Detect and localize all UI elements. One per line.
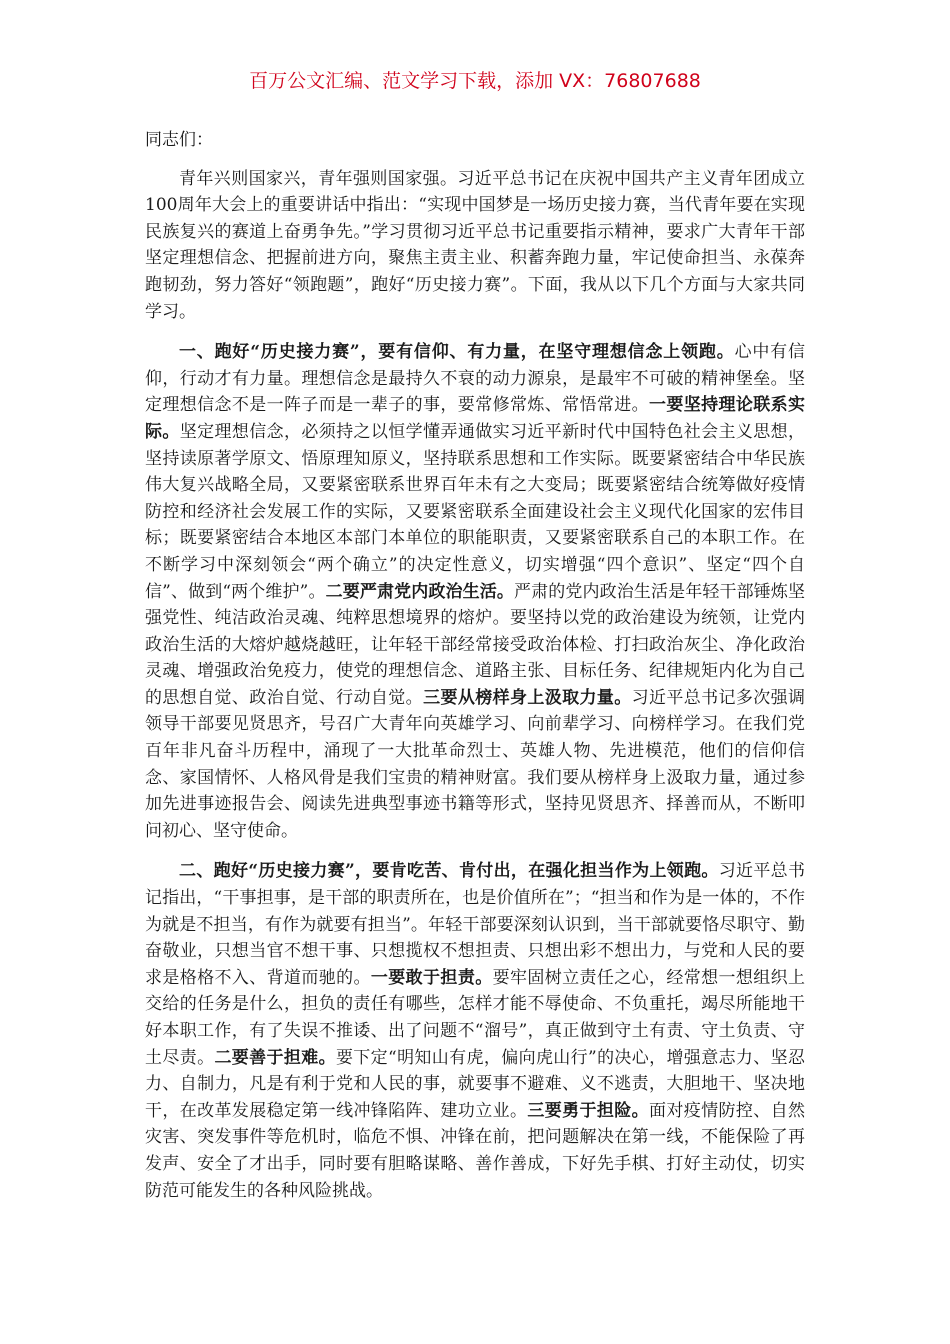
- section-1-text-2: 坚定理想信念，必须持之以恒学懂弄通做实习近平新时代中国特色社会主义思想，坚持读原著学原文、悟原理知原义，坚持联系思想和工作实际。既要紧密结合中华民族伟大复兴战略全局，又要紧密联系世界百年未有之大变局；既要紧密结合统筹做好疫情防控和经济社会发展工作的实际，又要紧密联系全面建设社会主义现代化国家的宏伟目标；既要紧密结合本地区本部门本单位的职能职责，又要紧密联系自己的本职工作。在不断学习中深刻领会“两个确立”的决定性意义，切实增强“四个意识”、坚定“四个自信”、做到“两个维护”。: [145, 421, 806, 602]
- intro-paragraph: 青年兴则国家兴，青年强则国家强。习近平总书记在庆祝中国共产主义青年团成立100周年大会上的重要讲话中指出：“实现中国梦是一场历史接力赛，当代青年要在实现民族复兴的赛道上奋勇争先。”学习贯彻习近平总书记重要指示精神，要求广大青年干部坚定理想信念、把握前进方向，聚焦主责主业、积蓄奔跑力量，牢记使命担当、永葆奔跑韧劲，努力答好“领跑题”，跑好“历史接力赛”。下面，我从以下几个方面与大家共同学习。: [145, 168, 805, 322]
- section-2-text-4: 面对疫情防控、自然灾害、突发事件等危机时，临危不惧、冲锋在前，把问题解决在第一线，不能保险了再发声、安全了才出手，同时要有胆略谋略、善作善成，下好先手棋、打好主动仗，切实防范可能发生的各种风险挑战。: [145, 1100, 806, 1201]
- document-body: [145, 127, 805, 1218]
- section-2-point-3: 三要勇于担险。: [527, 1100, 649, 1121]
- section-2-text-3: 要下定“明知山有虎，偏向虎山行”的决心，增强意志力、坚忍力、自制力，凡是有利于党和人民的事，就要事不避难、义不逃责，大胆地干、坚决地干，在改革发展稳定第一线冲锋陷阵、建功立业。: [145, 1047, 806, 1121]
- section-1-text-4: 习近平总书记多次强调领导干部要见贤思齐，号召广大青年向英雄学习、向前辈学习、向榜样学习。在我们党百年非凡奋斗历程中，涌现了一大批革命烈士、英雄人物、先进模范，他们的信仰信念、家国情怀、人格风骨是我们宝贵的精神财富。我们要从榜样身上汲取力量，通过参加先进事迹报告会、阅读先进典型事迹书籍等形式，坚持见贤思齐、择善而从，不断叩问初心、坚守使命。: [145, 687, 806, 841]
- section-2-heading: 二、跑好“历史接力赛”，要肯吃苦、肯付出，在强化担当作为上领跑。: [179, 861, 719, 882]
- section-1-heading: 一、跑好“历史接力赛”，要有信仰、有力量，在坚守理想信念上领跑。: [179, 342, 735, 363]
- section-1-point-3: 三要从榜样身上汲取力量。: [423, 687, 632, 708]
- section-1-point-1: 一要坚持理论联系实际。: [145, 395, 806, 442]
- section-1-paragraph: [145, 339, 805, 844]
- section-2-text-1: 习近平总书记指出，“干事担事，是干部的职责所在，也是价值所在”；“担当和作为是一体的，不作为就是不担当，有作为就要有担当”。年轻干部要深刻认识到，当干部就要恪尽职守、勤奋敬业，只想当官不想干事、只想揽权不想担责、只想出彩不想出力，与党和人民的要求是格格不入、背道而驰的。: [145, 861, 806, 988]
- section-1-text-1: 心中有信仰，行动才有力量。理想信念是最持久不衰的动力源泉，是最牢不可破的精神堡垒。坚定理想信念不是一阵子而是一辈子的事，要常修常炼、常悟常进。: [145, 342, 805, 416]
- section-2-point-2: 二要善于担难。: [214, 1047, 336, 1068]
- salutation: 同志们：: [145, 130, 213, 150]
- header-banner: 百万公文汇编、范文学习下载，添加 VX：76807688: [249, 70, 701, 92]
- section-2-paragraph: [145, 858, 805, 1204]
- section-1-point-2: 二要严肃党内政治生活。: [325, 581, 514, 602]
- section-1-text-3: 严肃的党内政治生活是年轻干部锤炼坚强党性、纯洁政治灵魂、纯粹思想境界的熔炉。要坚持以党的政治建设为统领，让党内政治生活的大熔炉越烧越旺，让年轻干部经常接受政治体检、打扫政治灰尘、净化政治灵魂、增强政治免疫力，使党的理想信念、道路主张、目标任务、纪律规矩内化为自己的思想自觉、政治自觉、行动自觉。: [145, 581, 806, 708]
- section-2-text-2: 要牢固树立责任之心，经常想一想组织上交给的任务是什么，担负的责任有哪些，怎样才能不辱使命、不负重托，竭尽所能地干好本职工作，有了失误不推诿、出了问题不“溜号”，真正做到守土有责、守土负责、守土尽责。: [145, 967, 806, 1068]
- section-2-point-1: 一要敢于担责。: [370, 967, 493, 988]
